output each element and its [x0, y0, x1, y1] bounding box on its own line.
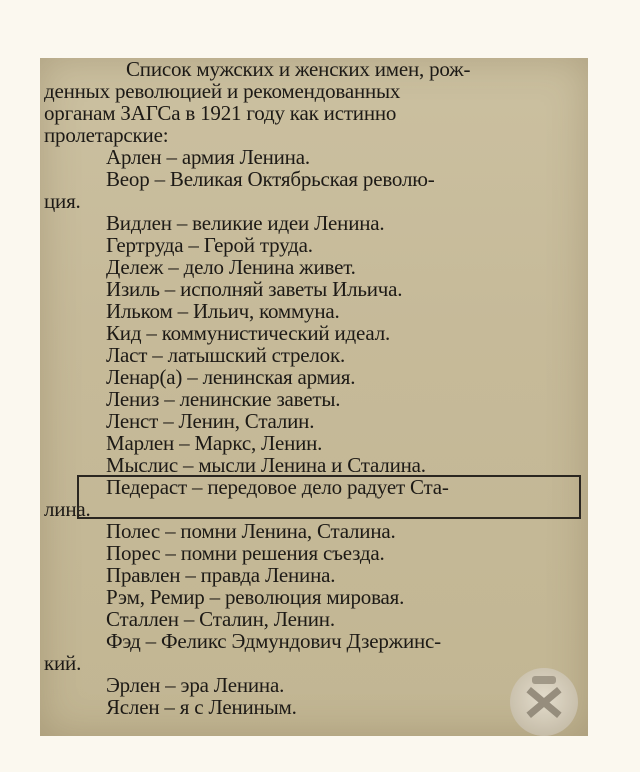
text-line: Веор – Великая Октябрьская револю-	[106, 167, 435, 191]
text-line: Кид – коммунистический идеал.	[106, 321, 391, 345]
x-badge-icon	[510, 668, 578, 736]
text-line: Фэд – Феликс Эдмундович Дзержинс-	[106, 629, 441, 653]
name-list-text	[44, 58, 584, 718]
text-line: Мыслис – мысли Ленина и Сталина.	[106, 453, 426, 477]
text-line: денных революцией и рекомендованных	[44, 79, 401, 103]
text-line: Дележ – дело Ленина живет.	[106, 255, 356, 279]
text-line: Сталлен – Сталин, Ленин.	[106, 607, 335, 631]
text-line: Рэм, Ремир – революция мировая.	[106, 585, 405, 609]
text-line: Ласт – латышский стрелок.	[106, 343, 346, 367]
text-line: Порес – помни решения съезда.	[106, 541, 385, 565]
text-line: Ленар(а) – ленинская армия.	[106, 365, 356, 389]
text-line: лина.	[44, 497, 91, 521]
text-line: Яслен – я с Лениным.	[106, 695, 297, 719]
text-line: ция.	[44, 189, 81, 213]
text-line: Видлен – великие идеи Ленина.	[106, 211, 385, 235]
text-line: Лениз – ленинские заветы.	[106, 387, 341, 411]
text-line: Марлен – Маркс, Ленин.	[106, 431, 323, 455]
highlight-box	[77, 475, 581, 519]
text-line: органам ЗАГСа в 1921 году как истинно	[44, 101, 397, 125]
text-line: Гертруда – Герой труда.	[106, 233, 313, 257]
text-line: пролетарские:	[44, 123, 169, 147]
text-line: Педераст – передовое дело радует Ста-	[106, 475, 449, 499]
text-line: Правлен – правда Ленина.	[106, 563, 336, 587]
text-line: кий.	[44, 651, 82, 675]
text-line: Изиль – исполняй заветы Ильича.	[106, 277, 403, 301]
text-line: Ленст – Ленин, Сталин.	[106, 409, 315, 433]
text-line: Ильком – Ильич, коммуна.	[106, 299, 340, 323]
text-line: Арлен – армия Ленина.	[106, 145, 310, 169]
text-line: Эрлен – эра Ленина.	[106, 673, 285, 697]
text-line: Список мужских и женских имен, рож-	[126, 57, 471, 81]
text-line: Полес – помни Ленина, Сталина.	[106, 519, 396, 543]
watermark-tag	[532, 676, 556, 684]
